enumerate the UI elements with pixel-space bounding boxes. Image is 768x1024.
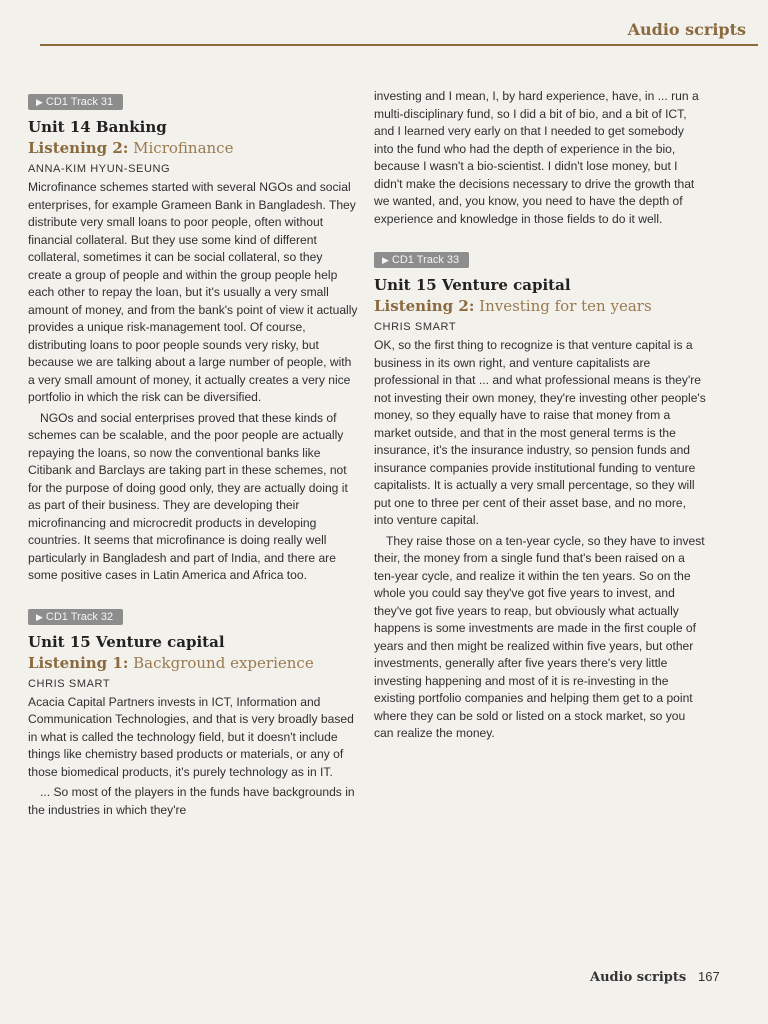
continued-paragraph: investing and I mean, I, by hard experience, have, in ... run a multi-disciplinary fund, so I did a bit of bio, and a bit of ICT, and I learned very early on that I needed to get somebody into the fund who had the depth of experience in the bio, because I wasn't a bio-scientist. I didn't lose money, but I didn't make the decisions necessary to drive the growth that we wanted, and, you know, you need to have the depth of experience and knowledge in those fields to do it well.: [374, 89, 699, 226]
section-track-33: [374, 250, 706, 743]
section-track-32: [28, 607, 358, 820]
track-badge: ▶ CD1 Track 33: [374, 252, 469, 268]
paragraph: ... So most of the players in the funds have backgrounds in the industries in which they're: [28, 785, 355, 817]
play-icon: ▶: [382, 255, 389, 265]
play-icon: ▶: [36, 611, 43, 622]
track-badge: ▶ CD1 Track 31: [28, 94, 123, 110]
section-track-31: [28, 92, 358, 585]
running-header: Audio scripts: [627, 20, 746, 39]
listening-heading: Listening 2: Microfinance: [28, 139, 234, 157]
listening-heading: Listening 1: Background experience: [28, 653, 314, 672]
unit-heading: Unit 15 Venture capital: [28, 632, 225, 651]
speaker-name: CHRIS SMART: [28, 677, 111, 690]
play-icon: ▶: [36, 97, 43, 107]
paragraph: OK, so the first thing to recognize is that venture capital is a business in its own right, and venture capitalists are professional in that ... and what professional means is they're not investing their own money, they're investing other people's money, so they equally have to raise that money from a market outside, and that in the most general terms is the insurance, it's the insurance industry, so pension funds and insurance companies provide institutional funding to venture capitalists. It is actually a very small percentage, so they will put one to three per cent of their asset base, and no more, into venture capital.: [374, 338, 706, 527]
footer-title: Audio scripts: [590, 970, 687, 985]
left-column: [28, 92, 358, 819]
right-column: [374, 88, 706, 743]
header-rule: [40, 44, 758, 46]
paragraph: Microfinance schemes started with several NGOs and social enterprises, for example Grameen Bank in Bangladesh. They distribute very small loans to poor people, often without financial collateral. But they use some kind of different collateral, sometimes it can be social collateral, so they create a group of people and within the group people help each other to repay the loan, but it's usually a very small amount of money, and from the bank's point of view it actually provides a unique risk-management tool. Of course, distributing loans to poor people sounds very risky, but because we are talking about a large number of people, with a very small amount of money, it actually creates a very nice portfolio in which the risk can be diversified.: [28, 180, 358, 404]
track-badge: ▶ CD1 Track 32: [28, 609, 123, 625]
paragraph: They raise those on a ten-year cycle, so they have to invest their, the money from a single fund that's been raised on a ten-year cycle, and realize it within the ten years. So on the whole you could say they've got five years to invest, and they've got five years to reap, but obviously what actually happens is some investments are made in the first couple of years and then might be realized within five years, but other investments, generally after five years there's very little investing happening and most of it is re-investing in the existing portfolio companies and helping them get to a point where they can be sold or listed on a stock market, so you can realize the money.: [374, 533, 705, 740]
unit-heading: Unit 15 Venture capital: [374, 276, 571, 294]
listening-heading: Listening 2: Investing for ten years: [374, 297, 652, 315]
paragraph: Acacia Capital Partners invests in ICT, Information and Communication Technologies, and that is very broadly based in what is called the technology field, but it doesn't include things like chemistry based products or materials, or any of those biomedical products, it's purely technology as in IT.: [28, 694, 354, 779]
unit-heading: Unit 14 Banking: [28, 118, 167, 136]
paragraph: NGOs and social enterprises proved that these kinds of schemes can be scalable, and the poor people are actually repaying the loans, so now the conventional banks like Citibank and Barclays are taking part in these schemes, not for the purpose of doing good only, they are actually doing it as part of their business. They are developing their microfinancing and microcredit products in developing countries. It seems that microfinance is doing really well particularly in Bangladesh and part of India, and there are some positive cases in Latin America and Africa too.: [28, 410, 348, 582]
page-number: 167: [698, 969, 720, 984]
speaker-name: ANNA-KIM HYUN-SEUNG: [28, 163, 171, 175]
speaker-name: CHRIS SMART: [374, 321, 457, 333]
